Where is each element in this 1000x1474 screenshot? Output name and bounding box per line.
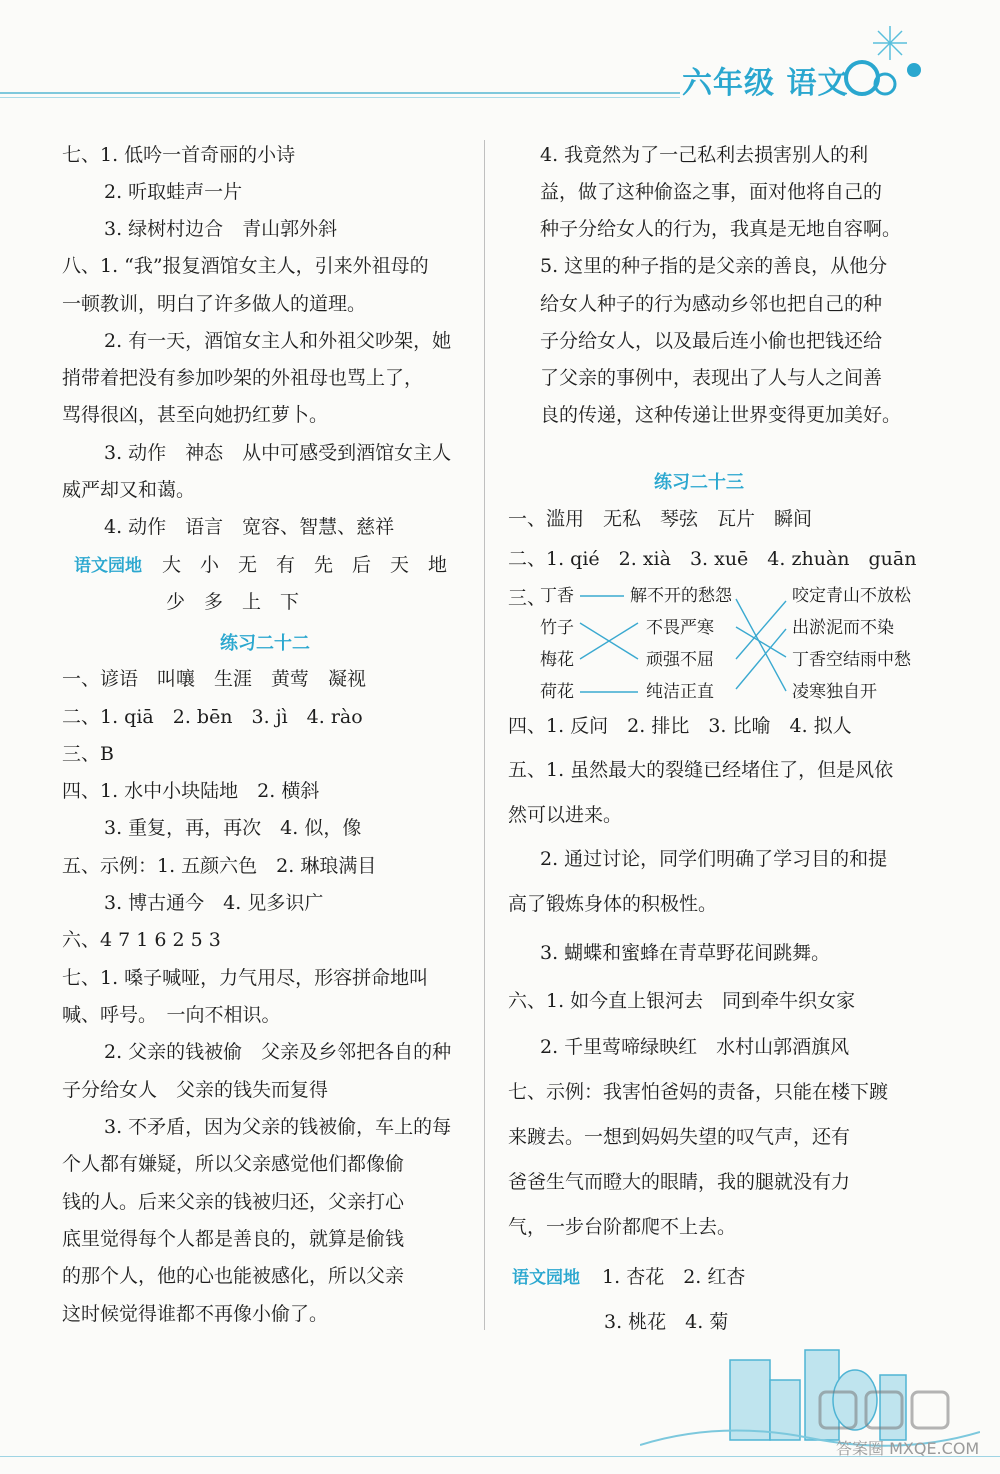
section-label: 语文园地 xyxy=(74,556,142,576)
answer-line: 3. 不矛盾，因为父亲的钱被偷，车上的每 xyxy=(104,1116,452,1138)
answer-line: 子分给女人，以及最后连小偷也把钱还给 xyxy=(540,330,883,352)
answer-line: 的那个人，他的心也能被感化，所以父亲 xyxy=(62,1265,405,1287)
header-rule-thin xyxy=(0,97,680,98)
answer-line: 2. 听取蛙声一片 xyxy=(104,181,243,203)
answer-line: 五、1. 虽然最大的裂缝已经堵住了，但是风依 xyxy=(508,759,894,781)
match-item: 不畏严寒 xyxy=(646,618,714,638)
match-item: 出淤泥而不染 xyxy=(792,618,894,638)
answer-line: 2. 通过讨论，同学们明确了学习目的和提 xyxy=(540,848,888,870)
answer-line: 来踱去。一想到妈妈失望的叹气声，还有 xyxy=(508,1126,851,1148)
answer-line: 4. 我竟然为了一己私利去损害别人的利 xyxy=(540,144,869,166)
answer-line: 捎带着把没有参加吵架的外祖母也骂上了， xyxy=(62,367,424,389)
answer-line: 四、1. 反问 2. 排比 3. 比喻 4. 拟人 xyxy=(508,715,852,737)
answer-line: 高了锻炼身体的积极性。 xyxy=(508,893,718,915)
answer-line: 三、B xyxy=(62,743,114,765)
answer-line: 3. 蝴蝶和蜜蜂在青草野花间跳舞。 xyxy=(540,942,831,964)
answer-line: 四、1. 水中小块陆地 2. 横斜 xyxy=(62,780,320,802)
answer-line: 3. 重复，再，再次 4. 似，像 xyxy=(104,817,362,839)
answer-line: 喊、呼号。 一向不相识。 xyxy=(62,1004,281,1026)
answer-line: 五、示例：1. 五颜六色 2. 琳琅满目 xyxy=(62,855,377,877)
answer-line: 二、1. qiā 2. bēn 3. jì 4. rào xyxy=(62,706,363,728)
answer-line: 良的传递，这种传递让世界变得更加美好。 xyxy=(540,404,902,426)
answer-line: 七、1. 低吟一首奇丽的小诗 xyxy=(62,144,296,166)
watermark-text: 答案圈 MXQE.COM xyxy=(836,1439,980,1458)
answer-line: 益，做了这种偷盗之事，面对他将自己的 xyxy=(540,181,883,203)
answer-line: 2. 有一天，酒馆女主人和外祖父吵架，她 xyxy=(104,330,452,352)
answer-line: 八、1. “我”报复酒馆女主人，引来外祖母的 xyxy=(62,255,429,277)
answer-line: 少 多 上 下 xyxy=(166,591,300,613)
answer-line: 这时候觉得谁都不再像小偷了。 xyxy=(62,1303,329,1325)
answer-line: 六、1. 如今直上银河去 同到牵牛织女家 xyxy=(508,990,856,1012)
match-item: 咬定青山不放松 xyxy=(792,586,911,606)
city-skyline-decoration-icon xyxy=(640,1320,980,1460)
match-item: 丁香空结雨中愁 xyxy=(792,650,911,670)
answer-line: 3. 动作 神态 从中可感受到酒馆女主人 xyxy=(104,442,452,464)
answer-line: 3. 桃花 4. 菊 xyxy=(604,1311,729,1333)
answer-line: 爸爸生气而瞪大的眼睛，我的腿就没有力 xyxy=(508,1171,851,1193)
answer-line: 2. 千里莺啼绿映红 水村山郭酒旗风 xyxy=(540,1036,850,1058)
answer-line: 六、4 7 1 6 2 5 3 xyxy=(62,929,221,951)
answer-line: 骂得很凶，甚至向她扔红萝卜。 xyxy=(62,404,329,426)
answer-line: 气，一步台阶都爬不上去。 xyxy=(508,1216,737,1238)
answer-line: 然可以进来。 xyxy=(508,804,623,826)
match-item: 丁香 xyxy=(540,586,574,606)
answer-text: 1. 杏花 2. 红杏 xyxy=(602,1266,746,1288)
answer-line: 了父亲的事例中，表现出了人与人之间善 xyxy=(540,367,883,389)
answer-line: 子分给女人 父亲的钱失而复得 xyxy=(62,1079,329,1101)
match-item: 凌寒独自开 xyxy=(792,682,877,702)
column-divider xyxy=(484,140,485,1330)
match-lines xyxy=(540,585,800,705)
match-item: 解不开的愁怨 xyxy=(630,586,732,606)
answer-line: 七、1. 嗓子喊哑，力气用尽，形容拼命地叫 xyxy=(62,967,429,989)
answer-line: 4. 动作 语言 宽容、智慧、慈祥 xyxy=(104,516,395,538)
answer-line: 钱的人。后来父亲的钱被归还，父亲打心 xyxy=(62,1191,405,1213)
answer-line: 给女人种子的行为感动乡邻也把自己的种 xyxy=(540,293,883,315)
match-item: 梅花 xyxy=(540,650,574,670)
match-item: 顽强不屈 xyxy=(646,650,714,670)
answer-line: 种子分给女人的行为，我真是无地自容啊。 xyxy=(540,218,902,240)
exercise-heading: 练习二十三 xyxy=(654,472,744,493)
answer-line: 2. 父亲的钱被偷 父亲及乡邻把各自的种 xyxy=(104,1041,452,1063)
answer-line: 3. 博古通今 4. 见多识广 xyxy=(104,892,324,914)
match-item: 竹子 xyxy=(540,618,574,638)
answer-line: 三、 xyxy=(508,587,547,609)
answer-line: 七、示例：我害怕爸妈的责备，只能在楼下踱 xyxy=(508,1081,889,1103)
answer-line: 一顿教训，明白了许多做人的道理。 xyxy=(62,293,367,315)
snowflake-bubbles-icon xyxy=(840,22,940,112)
answer-line xyxy=(74,552,447,579)
answer-line: 二、1. qié 2. xià 3. xuē 4. zhuàn guān xyxy=(508,548,917,570)
answer-line: 威严却又和蔼。 xyxy=(62,479,196,501)
exercise-heading: 练习二十二 xyxy=(220,633,310,654)
answer-line: 一、谚语 叫嚷 生涯 黄莺 凝视 xyxy=(62,668,367,690)
footer-rule xyxy=(0,1456,1000,1457)
header-rule xyxy=(0,92,680,94)
answer-line xyxy=(512,1264,745,1291)
match-item: 纯洁正直 xyxy=(646,682,714,702)
answer-line: 5. 这里的种子指的是父亲的善良，从他分 xyxy=(540,255,888,277)
answer-line: 3. 绿树村边合 青山郭外斜 xyxy=(104,218,338,240)
page-header-title: 六年级 语文 xyxy=(682,66,849,101)
section-label: 语文园地 xyxy=(512,1268,580,1288)
answer-text: 大 小 无 有 先 后 天 地 xyxy=(162,554,448,576)
answer-line: 一、滥用 无私 琴弦 瓦片 瞬间 xyxy=(508,508,813,530)
match-item: 荷花 xyxy=(540,682,574,702)
answer-line: 个人都有嫌疑，所以父亲感觉他们都像偷 xyxy=(62,1153,405,1175)
answer-line: 底里觉得每个人都是善良的，就算是偷钱 xyxy=(62,1228,405,1250)
